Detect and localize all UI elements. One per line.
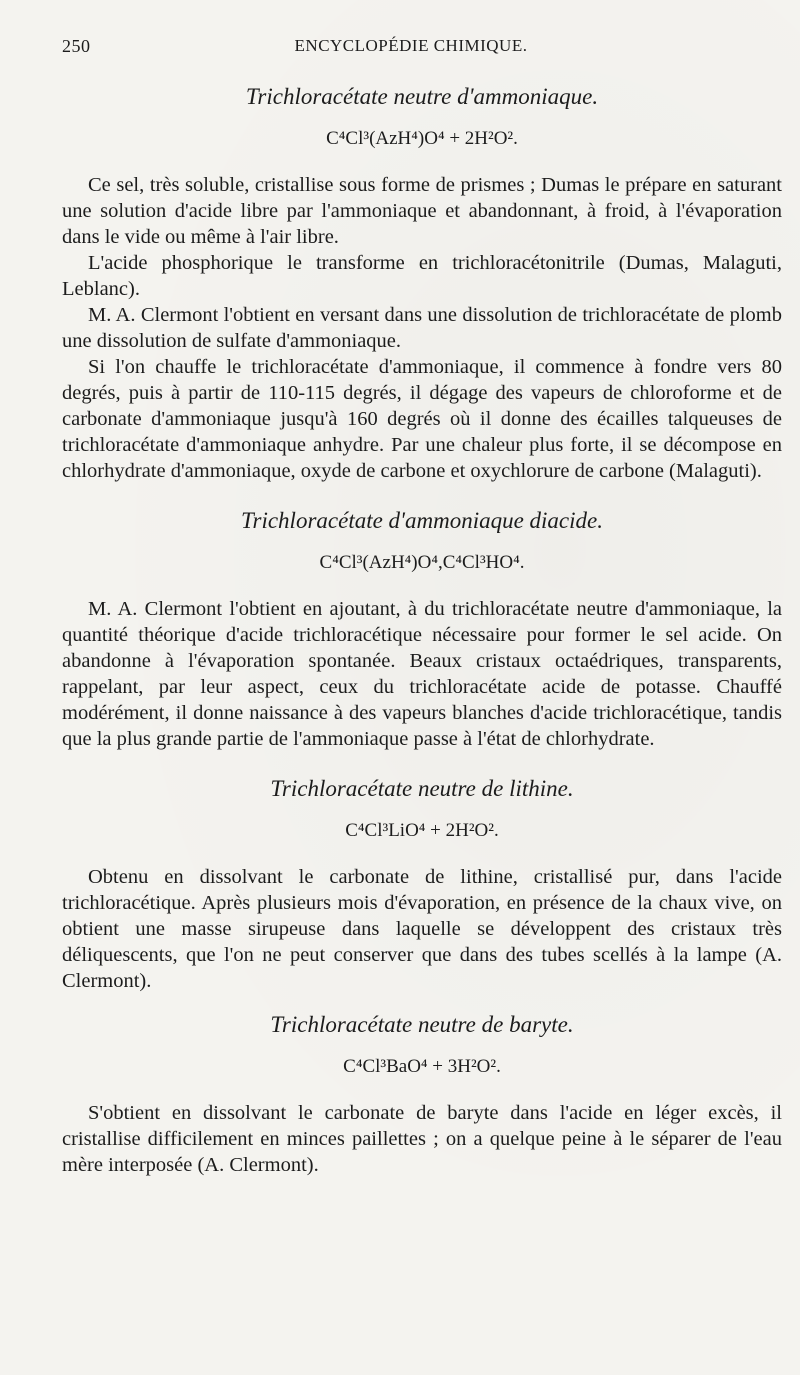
paragraph: S'obtient en dissolvant le carbonate de baryte dans l'acide en léger excès, il cristallise difficilement en minces paillettes ; on a quelque peine à le séparer de l'eau mère interposée (A. Clermont). [62, 1102, 782, 1176]
chemical-formula: C⁴Cl³(AzH⁴)O⁴ + 2H²O². [326, 128, 518, 149]
section-title: Trichloracétate neutre d'ammoniaque. [245, 84, 599, 109]
running-title: ENCYCLOPÉDIE CHIMIQUE. [294, 36, 528, 55]
page-body [62, 82, 782, 1178]
paragraph: Obtenu en dissolvant le carbonate de lithine, cristallisé pur, dans l'acide trichloracétique. Après plusieurs mois d'évaporation, en présence de la chaux vive, on obtient une masse sirupeuse dans laquelle se développent des cristaux très déliquescents, que l'on ne peut conserver que dans des tubes scellés à la lampe (A. Clermont). [62, 866, 782, 992]
paragraph: M. A. Clermont l'obtient en ajoutant, à du trichloracétate neutre d'ammoniaque, la quantité théorique d'acide trichloracétique nécessaire pour former le sel acide. On abandonne à l'évaporation spontanée. Beaux cristaux octaédriques, transparents, rappelant, par leur aspect, ceux du trichloracétate acide de potasse. Chauffé modérément, il donne naissance à des vapeurs blanches d'acide trichloracétique, tandis que la plus grande partie de l'ammoniaque passe à l'état de chlorhydrate. [62, 598, 782, 750]
paragraph: M. A. Clermont l'obtient en versant dans une dissolution de trichloracétate de plomb une dissolution de sulfate d'ammoniaque. [62, 304, 782, 352]
section-title: Trichloracétate neutre de lithine. [270, 776, 574, 801]
chemical-formula: C⁴Cl³LiO⁴ + 2H²O². [345, 820, 499, 841]
section-lithine-neutral [62, 774, 782, 994]
paragraph: L'acide phosphorique le transforme en trichloracétonitrile (Dumas, Malaguti, Leblanc). [62, 252, 782, 300]
section-ammonia-neutral [62, 82, 782, 484]
section-ammonia-diacid [62, 506, 782, 752]
chemical-formula: C⁴Cl³(AzH⁴)O⁴,C⁴Cl³HO⁴. [319, 552, 525, 573]
chemical-formula: C⁴Cl³BaO⁴ + 3H²O². [343, 1056, 501, 1077]
section-title: Trichloracétate neutre de baryte. [270, 1012, 574, 1037]
page-header [62, 34, 760, 58]
paragraph: Si l'on chauffe le trichloracétate d'ammoniaque, il commence à fondre vers 80 degrés, puis à partir de 110-115 degrés, il dégage des vapeurs de chloroforme et de carbonate d'ammoniaque jusqu'à 160 degrés où il donne des écailles talqueuses de trichloracétate d'ammoniaque anhydre. Par une chaleur plus forte, il se décompose en chlorhydrate d'ammoniaque, oxyde de carbone et oxychlorure de carbone (Malaguti). [62, 356, 782, 482]
page-number: 250 [62, 36, 91, 56]
paragraph: Ce sel, très soluble, cristallise sous forme de prismes ; Dumas le prépare en saturant une solution d'acide libre par l'ammoniaque et abandonnant, à froid, à l'évaporation dans le vide ou même à l'air libre. [62, 174, 782, 248]
section-title: Trichloracétate d'ammoniaque diacide. [240, 508, 603, 533]
section-baryte-neutral [62, 1010, 782, 1178]
